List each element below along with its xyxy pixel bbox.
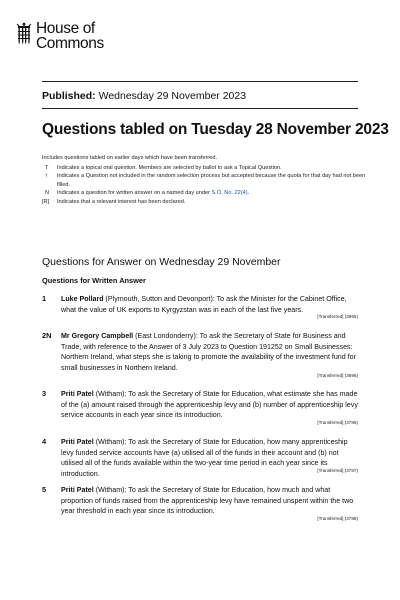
member-name: Priti Patel [61, 438, 94, 446]
logo-line-2: Commons [36, 35, 104, 52]
standing-order-link[interactable]: S.O. No. 22(4) [211, 190, 248, 197]
logo-wordmark [36, 21, 104, 51]
question-body: To ask the Secretary of State for Business and Trade, with reference to the Answer of 3 July 2023 to Question 191252 on Small Businesses: Northern Ireland, what steps she is taking to promote the availability of the investment fund for small businesses in Northern Ireland. [61, 332, 356, 372]
legend-text: Indicates that a relevant interest has been declared. [57, 198, 186, 205]
legend-text: Indicates a Question not included in the random selection process but accepted because the quota for that day had not been filled. [57, 173, 366, 188]
constituency: (Plymouth, Sutton and Devonport): [103, 295, 217, 303]
logo-line-1: House of [36, 20, 95, 37]
page-title: Questions tabled on Tuesday 28 November 2023 [42, 121, 389, 138]
constituency: (Witham): [93, 390, 129, 398]
legend-symbol: † [45, 173, 48, 179]
question-number: 2N [42, 331, 52, 340]
question-text [61, 331, 358, 373]
mid-divider [42, 108, 358, 109]
legend-item-named-day [42, 189, 372, 197]
question-body: To ask the Secretary of State for Education, what estimate she has made of the (a) amount raised through the apprenticeship levy and (b) number of apprenticeship levy service accounts in each year since its introduction. [61, 390, 358, 419]
legend-item-topical [42, 164, 372, 172]
question-text [61, 437, 358, 479]
top-divider [42, 81, 358, 82]
question-text [61, 485, 358, 517]
published-date: Wednesday 29 November 2023 [98, 90, 247, 102]
question-reference: [Transferred] (3786) [317, 420, 358, 425]
question-number: 4 [42, 437, 47, 446]
legend-item-dagger [42, 172, 372, 189]
question-reference: [Transferred] (3956) [317, 314, 358, 319]
constituency: (Witham): [93, 486, 129, 494]
question-body: To ask the Secretary of State for Education, how much and what proportion of funds raised from the apprenticeship levy have remained unspent within the two year threshold in each year since its introduction. [61, 486, 354, 515]
symbol-legend [42, 164, 372, 206]
member-name: Mr Gregory Campbell [61, 332, 134, 340]
intro-note: Includes questions tabled on earlier days which have been transferred. [42, 155, 218, 161]
question-body: To ask the Secretary of State for Education, how many apprenticeship levy funded service accounts have (a) utilised all of the funds in their account and (b) not utilised all of the funds available within the two-year time period in each year since its introduction. [61, 438, 348, 478]
legend-symbol: N [45, 190, 50, 197]
legend-item-interest [42, 198, 372, 206]
question-reference: [Transferred] (3788) [317, 516, 358, 521]
legend-text-main: Indicates a question for written answer on a named day under [57, 190, 212, 197]
legend-symbol: [R] [42, 198, 50, 205]
question-reference: [Transferred] (3596) [317, 373, 358, 378]
question-body: To ask the Minister for the Cabinet Office, what the value of UK exports to Kyrgyzstan was in each of the last five years. [61, 295, 347, 314]
question-text [61, 389, 358, 421]
question-reference: [Transferred] (3787) [317, 468, 358, 473]
member-name: Luke Pollard [61, 295, 104, 303]
constituency: (Witham): [93, 438, 129, 446]
subsection-title: Questions for Written Answer [42, 276, 146, 285]
question-text [61, 294, 358, 315]
legend-text: Indicates a topical oral question. Members are selected by ballot to ask a Topical Question. [57, 165, 282, 171]
portcullis-icon [16, 22, 32, 46]
question-number: 5 [42, 485, 47, 494]
question-number: 1 [42, 294, 47, 303]
member-name: Priti Patel [61, 390, 94, 398]
legend-symbol: T [45, 165, 49, 171]
published-line [42, 90, 246, 102]
published-label: Published: [42, 90, 96, 102]
section-title: Questions for Answer on Wednesday 29 November [42, 256, 281, 268]
house-of-commons-logo [16, 21, 104, 51]
legend-text [57, 189, 372, 197]
member-name: Priti Patel [61, 486, 94, 494]
legend-text-suffix: . [247, 190, 250, 197]
question-number: 3 [42, 389, 47, 398]
constituency: (East Londonderry): [133, 332, 200, 340]
